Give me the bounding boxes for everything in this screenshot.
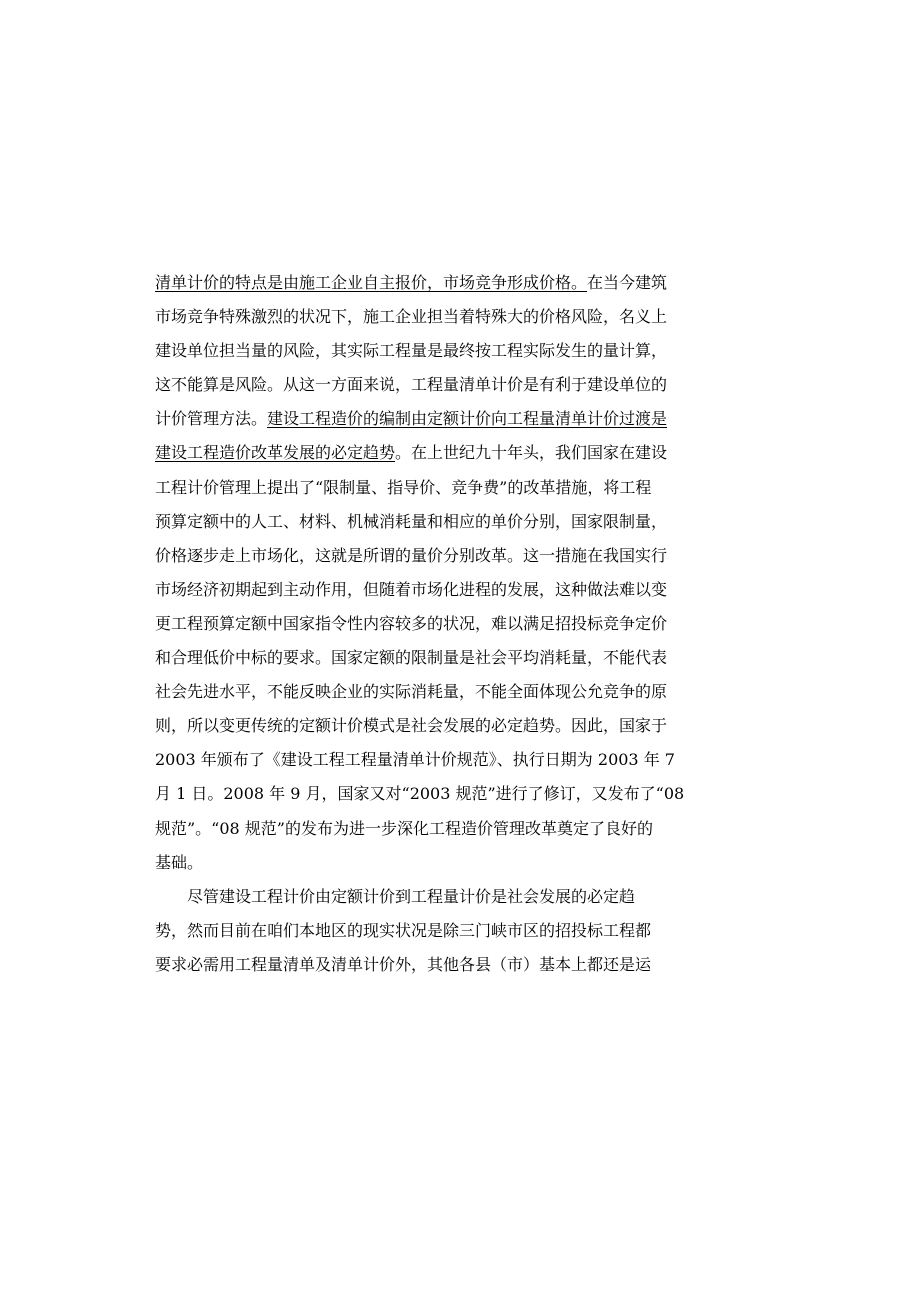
text-run: 计价管理方法。 bbox=[155, 409, 268, 429]
text-run: 基础。 bbox=[155, 852, 204, 872]
text-run: 要求必需用工程量清单及清单计价外，其他各县（市）基本上都还是运 bbox=[155, 954, 652, 974]
text-line bbox=[155, 471, 715, 505]
text-run: 和合理低价中标的要求。国家定额的限制量是社会平均消耗量，不能代表 bbox=[155, 648, 668, 668]
text-line bbox=[155, 436, 715, 470]
text-line bbox=[155, 505, 715, 539]
text-run: 这不能算是风险。从这一方面来说，工程量清单计价是有利于建设单位的 bbox=[155, 375, 668, 395]
text-run: 预算定额中的人工、材料、机械消耗量和相应的单价分别，国家限制量， bbox=[155, 511, 668, 531]
text-run: 2003 年颁布了《建设工程工程量清单计价规范》、执行日期为 2003 年 7 bbox=[155, 750, 675, 770]
text-line bbox=[155, 846, 715, 880]
underlined-text: 建设工程造价的编制由定额计价向工程量清单计价过渡是 bbox=[267, 409, 668, 429]
text-line bbox=[155, 777, 715, 811]
text-line bbox=[155, 948, 715, 982]
text-line bbox=[155, 300, 715, 334]
text-run: 更工程预算定额中国家指令性内容较多的状况，难以满足招投标竞争定价 bbox=[155, 613, 668, 633]
text-run: 建设单位担当量的风险，其实际工程量是最终按工程实际发生的量计算， bbox=[155, 341, 668, 361]
text-line bbox=[155, 402, 715, 436]
text-run: 势，然而目前在咱们本地区的现实状况是除三门峡市区的招投标工程都 bbox=[155, 920, 652, 940]
text-run: 工程计价管理上提出了“限制量、指导价、竞争费”的改革措施，将工程 bbox=[155, 477, 652, 497]
text-line bbox=[155, 334, 715, 368]
text-run: 价格逐步走上市场化，这就是所谓的量价分别改革。这一措施在我国实行 bbox=[155, 545, 668, 565]
text-run: 月 1 日。2008 年 9 月，国家又对“2003 规范”进行了修订，又发布了“08 bbox=[155, 784, 685, 804]
text-line bbox=[155, 812, 715, 846]
text-run: 市场竞争特殊激烈的状况下，施工企业担当着特殊大的价格风险，名义上 bbox=[155, 307, 668, 327]
underlined-text: 建设工程造价改革发展的必定趋势 bbox=[155, 443, 396, 463]
text-line bbox=[155, 368, 715, 402]
text-line bbox=[155, 539, 715, 573]
text-run: 社会先进水平，不能反映企业的实际消耗量，不能全面体现公允竞争的原 bbox=[155, 682, 668, 702]
text-run: 规范”。“08 规范”的发布为进一步深化工程造价管理改革奠定了良好的 bbox=[155, 818, 653, 838]
text-line bbox=[155, 743, 715, 777]
text-line bbox=[155, 914, 715, 948]
text-line bbox=[155, 266, 715, 300]
paragraph-2 bbox=[155, 880, 715, 982]
text-run: 尽管建设工程计价由定额计价到工程量计价是社会发展的必定趋 bbox=[187, 886, 636, 906]
text-line bbox=[155, 573, 715, 607]
text-run: 在当今建筑 bbox=[587, 273, 668, 292]
text-line bbox=[155, 709, 715, 743]
text-run: 。在上世纪九十年头，我们国家在建设 bbox=[395, 443, 668, 463]
text-line bbox=[155, 607, 715, 641]
text-line bbox=[155, 880, 715, 914]
underlined-text: 清单计价的特点是由施工企业自主报价，市场竞争形成价格。 bbox=[155, 273, 588, 292]
paragraph-1 bbox=[155, 266, 715, 880]
text-line bbox=[155, 675, 715, 709]
body-text bbox=[155, 266, 715, 982]
text-run: 则，所以变更传统的定额计价模式是社会发展的必定趋势。因此，国家于 bbox=[155, 716, 668, 736]
text-line bbox=[155, 641, 715, 675]
text-run: 市场经济初期起到主动作用，但随着市场化进程的发展，这种做法难以变 bbox=[155, 579, 668, 599]
